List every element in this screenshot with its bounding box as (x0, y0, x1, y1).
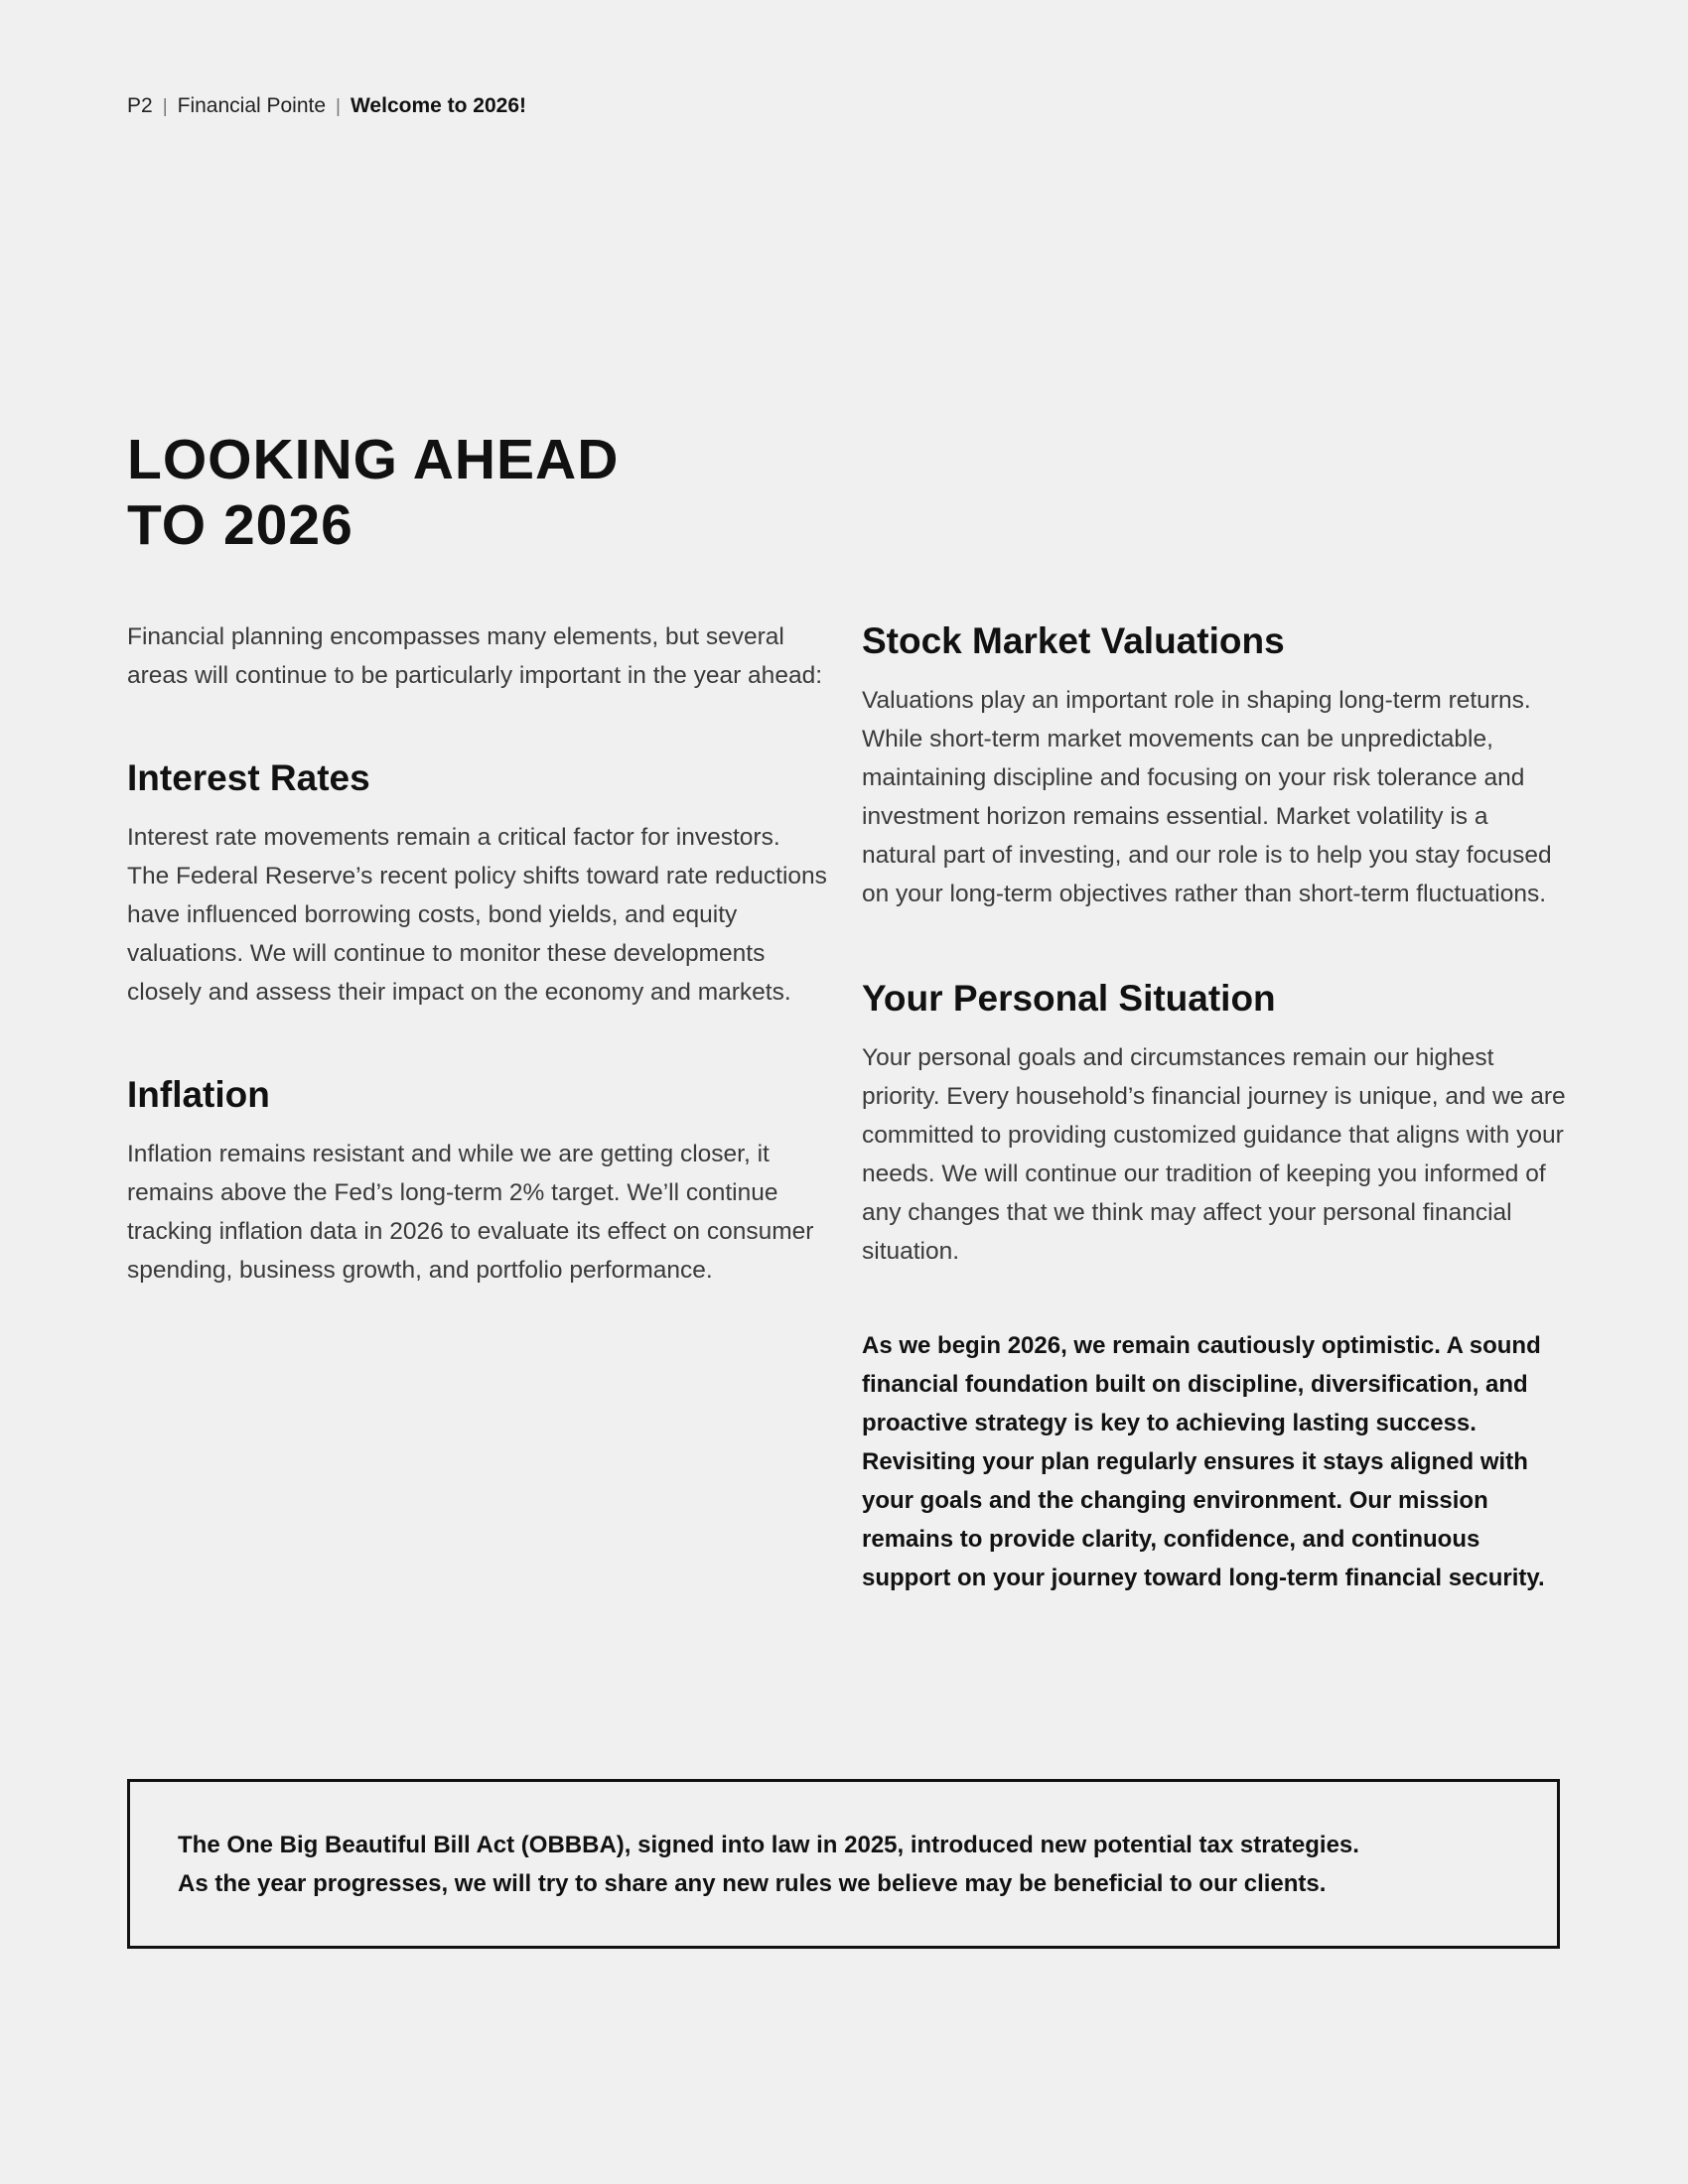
market-valuations-heading: Stock Market Valuations (862, 620, 1285, 661)
publication-name: Financial Pointe (177, 94, 327, 117)
page-title-line-2: TO 2026 (127, 493, 353, 557)
left-column (127, 617, 828, 1290)
personal-situation-heading: Your Personal Situation (862, 978, 1276, 1019)
inflation-paragraph: Inflation remains resistant and while we are getting closer, it remains above the Fed’s long-term 2% target. We’ll continue tracking inflation data in 2026 to evaluate its effect on consumer spending, business growth, and portfolio performance. (127, 1141, 814, 1284)
market-valuations-paragraph: Valuations play an important role in shaping long-term returns. While short-term market movements can be unpredictable, maintaining discipline and focusing on your risk tolerance and investment horizon remains essential. Market volatility is a natural part of investing, and our role is to help you stay focused on your long-term objectives rather than short-term fluctuations. (862, 687, 1552, 907)
right-column (862, 617, 1569, 1597)
callout-text (178, 1826, 1508, 1903)
header-separator: | (336, 96, 341, 117)
callout-line-2: As the year progresses, we will try to share any new rules we believe may be beneficial to our clients. (178, 1870, 1327, 1897)
intro-paragraph: Financial planning encompasses many elements, but several areas will continue to be particularly important in the year ahead: (127, 623, 822, 689)
page-number: P2 (127, 94, 153, 117)
page-title (127, 427, 619, 558)
obbba-callout-box (127, 1779, 1560, 1949)
interest-rates-paragraph: Interest rate movements remain a critical factor for investors. The Federal Reserve’s recent policy shifts toward rate reductions have influenced borrowing costs, bond yields, and equity valuations. We will continue to monitor these developments closely and assess their impact on the economy and markets. (127, 824, 827, 1006)
inflation-heading: Inflation (127, 1074, 270, 1115)
callout-line-1: The One Big Beautiful Bill Act (OBBBA), signed into law in 2025, introduced new potential tax strategies. (178, 1832, 1359, 1858)
page-title-line-1: LOOKING AHEAD (127, 428, 620, 491)
personal-situation-paragraph: Your personal goals and circumstances remain our highest priority. Every household’s financial journey is unique, and we are committed to providing customized guidance that aligns with your needs. We will continue our tradition of keeping you informed of any changes that we think may affect your personal financial situation. (862, 1044, 1566, 1265)
section-name: Welcome to 2026! (350, 94, 526, 117)
header-separator: | (162, 96, 168, 117)
running-header (127, 94, 526, 118)
interest-rates-heading: Interest Rates (127, 757, 370, 798)
closing-statement: As we begin 2026, we remain cautiously optimistic. A sound financial foundation built on discipline, diversification, and proactive strategy is key to achieving lasting success. Revisiting your plan regularly ensures it stays aligned with your goals and the changing environment. Our mission remains to provide clarity, confidence, and continuous support on your journey toward long-term financial security. (862, 1332, 1545, 1591)
